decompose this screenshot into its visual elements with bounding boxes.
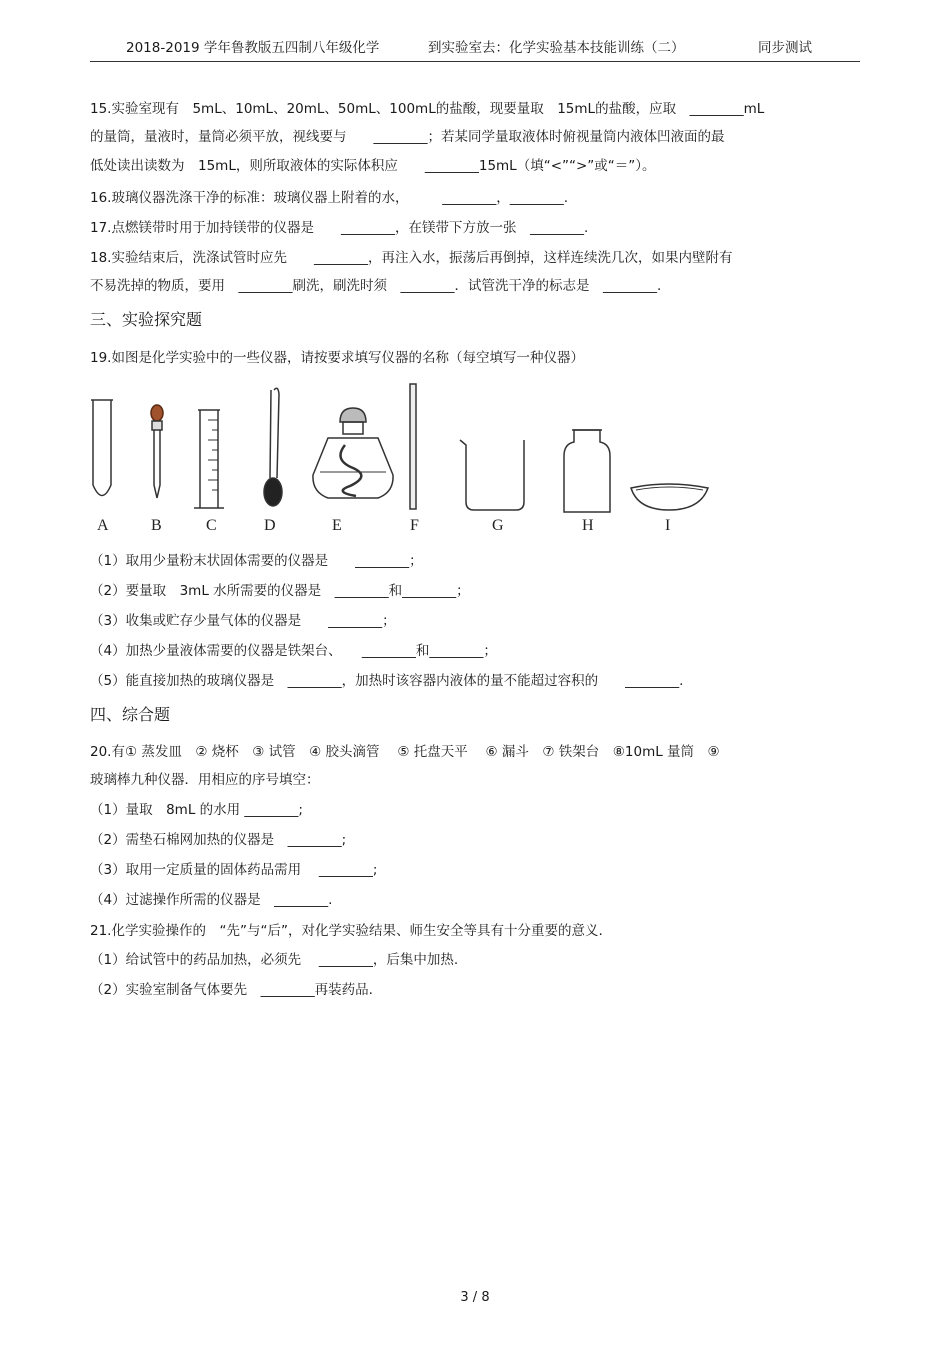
header-course: 2018-2019 学年鲁教版五四制八年级化学 bbox=[126, 40, 380, 56]
section-3-heading: 三、实验探究题 bbox=[90, 310, 203, 329]
figure-label-c: C bbox=[206, 517, 217, 534]
q15-line-1: 15.实验室现有 5mL、10mL、20mL、50mL、100mL的盐酸，现要量取 15mL的盐酸，应取 ________mL bbox=[90, 101, 765, 117]
q15-line-3: 低处读出读数为 15mL，则所取液体的实际体积应 ________15mL（填“<”“>”或“＝”）。 bbox=[90, 158, 656, 174]
figure-label-e: E bbox=[332, 517, 342, 534]
q20-part-2: （2）需垫石棉网加热的仪器是 ________; bbox=[90, 832, 347, 848]
figure-label-a: A bbox=[97, 517, 109, 534]
q15-line-2: 的量筒，量液时，量筒必须平放，视线要与 ________；若某同学量取液体时俯视量筒内液体凹液面的最 bbox=[90, 129, 725, 145]
figure-label-b: B bbox=[151, 517, 162, 534]
q21-part-2: （2）实验室制备气体要先 ________再装药品. bbox=[90, 982, 373, 998]
q19-stem: 19.如图是化学实验中的一些仪器，请按要求填写仪器的名称（每空填写一种仪器） bbox=[90, 350, 584, 366]
figure-label-d: D bbox=[264, 517, 276, 534]
medicine-spoon-icon bbox=[264, 388, 282, 506]
figure-label-h: H bbox=[582, 517, 594, 534]
q19-part-1: （1）取用少量粉末状固体需要的仪器是 ________； bbox=[90, 553, 423, 569]
q20-part-1: （1）量取 8mL 的水用 ________; bbox=[90, 802, 303, 818]
header-divider bbox=[90, 61, 860, 62]
q16-text: 16.玻璃仪器洗涤干净的标准：玻璃仪器上附着的水， ________，________. bbox=[90, 190, 569, 206]
q18-line-1: 18.实验结束后，洗涤试管时应先 ________，再注入水，振荡后再倒掉，这样连续洗几次，如果内壁附有 bbox=[90, 250, 733, 266]
gas-bottle-icon bbox=[564, 430, 610, 512]
figure-label-f: F bbox=[410, 517, 419, 534]
glass-rod-icon bbox=[410, 384, 416, 509]
lab-apparatus-figure bbox=[88, 380, 728, 540]
q19-part-2: （2）要量取 3mL 水所需要的仪器是 ________和________； bbox=[90, 583, 470, 599]
graduated-cylinder-icon bbox=[194, 410, 224, 508]
test-tube-icon bbox=[91, 400, 113, 496]
q21-part-1: （1）给试管中的药品加热，必须先 ________，后集中加热. bbox=[90, 952, 459, 968]
figure-label-g: G bbox=[492, 517, 504, 534]
q21-stem: 21.化学实验操作的 “先”与“后”，对化学实验结果、师生安全等具有十分重要的意义. bbox=[90, 923, 603, 939]
q19-part-5: （5）能直接加热的玻璃仪器是 ________，加热时该容器内液体的量不能超过容积的 ________. bbox=[90, 673, 684, 689]
q19-part-3: （3）收集或贮存少量气体的仪器是 ________； bbox=[90, 613, 396, 629]
q19-part-4: （4）加热少量液体需要的仪器是铁架台、 ________和________； bbox=[90, 643, 497, 659]
dropper-icon bbox=[151, 405, 163, 498]
q20-line-2: 玻璃棒九种仪器．用相应的序号填空： bbox=[90, 772, 320, 788]
page-header bbox=[90, 36, 860, 58]
q20-part-4: （4）过滤操作所需的仪器是 ________. bbox=[90, 892, 333, 908]
q18-line-2: 不易洗掉的物质，要用 ________刷洗，刷洗时须 ________．试管洗干净的标志是 ________. bbox=[90, 278, 662, 294]
alcohol-lamp-icon bbox=[313, 408, 393, 498]
header-chapter: 到实验室去：化学实验基本技能训练（二） bbox=[428, 40, 685, 56]
page-number: 3 / 8 bbox=[460, 1290, 490, 1305]
evaporating-dish-icon bbox=[631, 484, 708, 510]
q17-text: 17.点燃镁带时用于加持镁带的仪器是 ________，在镁带下方放一张 ________. bbox=[90, 220, 589, 236]
q20-part-3: （3）取用一定质量的固体药品需用 ________; bbox=[90, 862, 378, 878]
figure-label-i: I bbox=[665, 517, 671, 534]
beaker-icon bbox=[460, 440, 524, 510]
header-test-type: 同步测试 bbox=[758, 40, 812, 56]
q20-line-1: 20.有① 蒸发皿 ② 烧杯 ③ 试管 ④ 胶头滴管 ⑤ 托盘天平 ⑥ 漏斗 ⑦ 铁架台 ⑧10mL 量筒 ⑨ bbox=[90, 744, 720, 760]
section-4-heading: 四、综合题 bbox=[90, 705, 171, 724]
